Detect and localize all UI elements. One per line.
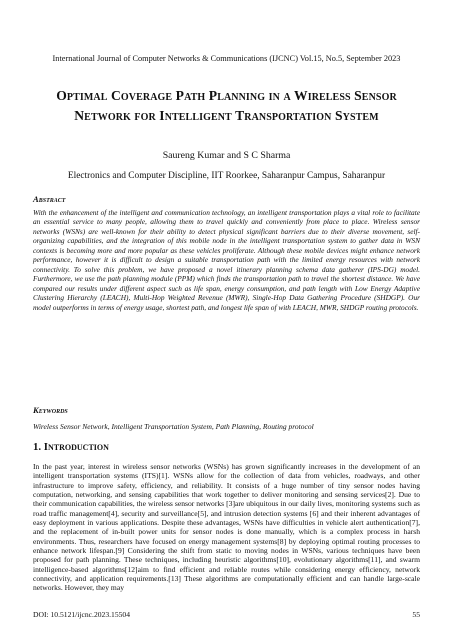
- paper-title: Optimal Coverage Path Planning in a Wireless Sensor Network for Intelligent Transportation System: [56, 88, 397, 123]
- page-footer: [33, 610, 420, 620]
- introduction-heading: 1. Introduction: [33, 441, 109, 453]
- doi-text: DOI: 10.5121/ijcnc.2023.15504: [33, 610, 131, 619]
- abstract-text: With the enhancement of the intelligent and communication technology, an intelligent transportation plays a vital role to facilitate an essential service to many people, allowing them to travel quickly and conveniently from place to place. Wireless sensor networks (WSNs) are well-known for their ability to detect physical significant barriers due to their diverse movement, self-organizing capabilities, and the integration of this mobile node in the intelligent transportation system to gather data in WSN contexts is becoming more and more popular as these vehicles proliferate. Although these mobile devices might enhance network performance, however it is difficult to design a suitable transportation path with the limited energy resources with network connectivity. To solve this problem, we have proposed a novel itinerary planning schema data gatherer (IPS-DG) model. Furthermore, we use the path planning module (PPM) which finds the transportation path to travel the shortest distance. We have compared our results under different aspect such as life span, energy consumption, and path length with Low Energy Adaptive Clustering Hierarchy (LEACH), Multi-Hop Weighted Revenue (MWR), Single-Hop Data Gathering Procedure (SHDGP). Our model outperforms in terms of energy usage, shortest path, and longest life span of with LEACH, MWR, SHDGP routing protocols.: [33, 208, 420, 312]
- keywords-heading: Keywords: [33, 405, 68, 415]
- page-number: 55: [412, 610, 420, 619]
- abstract-heading: Abstract: [33, 194, 66, 204]
- keywords-text: Wireless Sensor Network, Intelligent Transportation System, Path Planning, Routing protocol: [33, 422, 314, 431]
- introduction-text: In the past year, interest in wireless sensor networks (WSNs) has grown significantly increases in the development of an intelligent transportation systems (ITS)[1]. WSNs allow for the collection of data from vehicles, roadways, and other infrastructure to improve safety, efficiency, and reliability. It consists of a huge number of tiny sensor nodes having computation, networking, and sensing capabilities that work together to deliver monitoring and sensing services[2]. Due to their communication capabilities, the wireless sensor networks [3]are ubiquitous in our daily lives, monitoring systems such as road traffic management[4], security and surveillance[5], and intrusion detection systems [6] and their inherent advantages of easy deployment in various applications. Despite these advantages, WSNs have difficulties in vehicle alert authentication[7], and the replacement of in-built power units for sensor nodes is done manually, which is a complex process in harsh environments. Thus, researchers have focused on energy management systems[8] by deploying optimal routing processes to enhance network lifespan.[9] Considering the shift from static to moving nodes in WSNs, various techniques have been proposed for path planning. These techniques, including heuristic algorithms[10], evolutionary algorithms[11], and swarm intelligence-based algorithms[12]aim to find efficient and reliable routes while considering energy efficiency, network connectivity, and application requirements.[13] These algorithms are computationally efficient and can handle large-scale networks. However, they may: [33, 462, 420, 593]
- paper-authors: Saureng Kumar and S C Sharma: [162, 150, 291, 161]
- paper-affiliation: Electronics and Computer Discipline, IIT Roorkee, Saharanpur Campus, Saharanpur: [67, 171, 386, 181]
- journal-header: International Journal of Computer Networks & Communications (IJCNC) Vol.15, No.5, September 2023: [52, 54, 401, 63]
